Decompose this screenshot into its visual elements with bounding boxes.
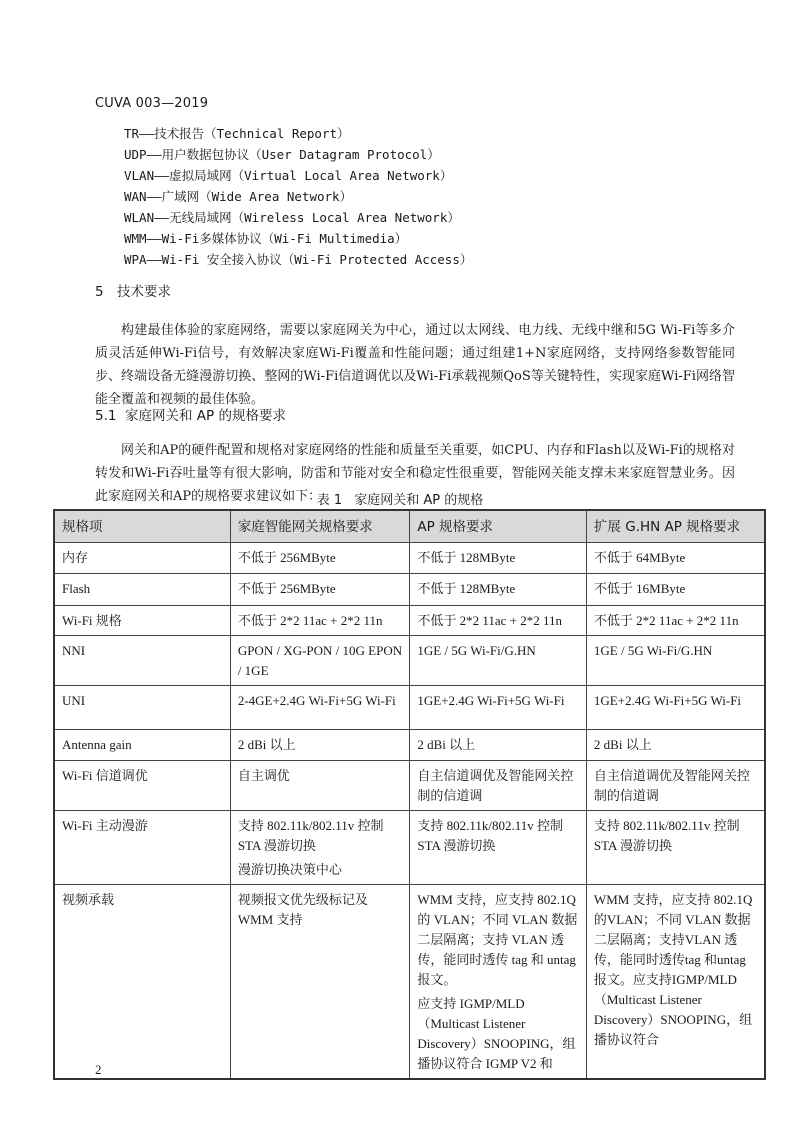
- subsection-paragraph: 网关和AP的硬件配置和规格对家庭网络的性能和质量至关重要，如CPU、内存和Flash以及Wi-Fi的规格对转发和Wi-Fi吞吐量等有很大影响，防雷和节能对安全和稳定性很重要，智能网关能支撑未来家庭智慧业务。因此家庭网关和AP的规格要求建议如下：: [95, 443, 735, 504]
- spec-ghn-cell: [586, 636, 765, 686]
- table-row: [54, 885, 765, 1080]
- table-title: 家庭网关和 AP 的规格: [354, 493, 484, 508]
- table-caption: [0, 489, 800, 508]
- spec-gateway-cell: [230, 811, 410, 885]
- abbreviation-item: WAN——广域网（Wide Area Network）: [124, 189, 353, 204]
- spec-ap-cell: [410, 606, 587, 636]
- spec-ap-cell: [410, 761, 587, 811]
- cell-text: 不低于 128MByte: [417, 550, 516, 565]
- spec-item-cell: Wi-Fi 规格: [54, 606, 230, 636]
- spec-item-cell: 视频承载: [54, 885, 230, 1080]
- cell-text: 支持 802.11k/802.11v 控制 STA 漫游切换: [593, 818, 740, 853]
- cell-text: 不低于 2*2 11ac + 2*2 11n: [237, 613, 383, 628]
- spec-ghn-cell: [586, 761, 765, 811]
- spec-gateway-cell: [230, 543, 410, 574]
- spec-gateway-cell: [230, 761, 410, 811]
- spec-item-cell: Antenna gain: [54, 730, 230, 761]
- section-paragraph: 构建最佳体验的家庭网络，需要以家庭网关为中心，通过以太网线、电力线、无线中继和5G Wi-Fi等多介质灵活延伸Wi-Fi信号，有效解决家庭Wi-Fi覆盖和性能问题；通过组建1+N家庭网络，支持网络参数智能同步、终端设备无缝漫游切换、整网的Wi-Fi信道调优以及Wi-Fi承载视频QoS等关键特性，实现家庭Wi-Fi网络智能全覆盖和视频的最佳体验。: [95, 323, 735, 407]
- page-number: 2: [95, 1062, 102, 1077]
- document-code: CUVA 003—2019: [95, 96, 209, 111]
- abbreviation-item: WMM——Wi-Fi多媒体协议（Wi-Fi Multimedia）: [124, 231, 408, 246]
- column-header: 扩展 G.HN AP 规格要求: [586, 510, 765, 543]
- spec-item-cell: NNI: [54, 636, 230, 686]
- spec-ghn-cell: [586, 730, 765, 761]
- table-row: [54, 606, 765, 636]
- subsection-number: 5.1: [95, 408, 117, 424]
- table-row: [54, 811, 765, 885]
- table-row: [54, 543, 765, 574]
- abbreviation-item: WLAN——无线局域网（Wireless Local Area Network）: [124, 210, 460, 225]
- cell-text: 漫游切换决策中心: [237, 862, 342, 877]
- cell-text: 视频报文优先级标记及 WMM 支持: [237, 892, 368, 927]
- section-title: 技术要求: [117, 284, 171, 300]
- table-number: 表 1: [316, 493, 343, 508]
- spec-table: [53, 509, 766, 1080]
- cell-text: 支持 802.11k/802.11v 控制 STA 漫游切换: [237, 818, 384, 853]
- table-row: [54, 761, 765, 811]
- spec-ap-cell: [410, 543, 587, 574]
- cell-text: 1GE+2.4G Wi-Fi+5G Wi-Fi: [593, 693, 742, 708]
- table-row: [54, 574, 765, 606]
- abbreviation-list: [124, 123, 472, 270]
- spec-ap-cell: [410, 636, 587, 686]
- table-row: [54, 730, 765, 761]
- spec-gateway-cell: [230, 606, 410, 636]
- spec-item-cell: Wi-Fi 信道调优: [54, 761, 230, 811]
- spec-gateway-cell: [230, 636, 410, 686]
- spec-ghn-cell: [586, 574, 765, 606]
- spec-ap-cell: [410, 811, 587, 885]
- spec-ghn-cell: [586, 811, 765, 885]
- spec-ap-cell: [410, 574, 587, 606]
- spec-gateway-cell: [230, 730, 410, 761]
- spec-gateway-cell: [230, 885, 410, 1080]
- cell-text: 不低于 2*2 11ac + 2*2 11n: [593, 613, 739, 628]
- abbreviation-item: WPA——Wi-Fi 安全接入协议（Wi-Fi Protected Access）: [124, 252, 473, 267]
- cell-text: 自主信道调优及智能网关控制的信道调: [593, 768, 750, 803]
- cell-text: WMM 支持，应支持 802.1Q 的VLAN；不同 VLAN 数据二层隔离；支持VLAN 透传，能同时透传tag 和untag 报文。应支持IGMP/MLD（Multicast Listener Discovery）SNOOPING，组播协议符合: [593, 892, 753, 1047]
- spec-item-cell: 内存: [54, 543, 230, 574]
- spec-gateway-cell: [230, 574, 410, 606]
- cell-text: 1GE+2.4G Wi-Fi+5G Wi-Fi: [417, 693, 565, 708]
- cell-text: 不低于 2*2 11ac + 2*2 11n: [417, 613, 563, 628]
- cell-text: WMM 支持，应支持 802.1Q 的 VLAN；不同 VLAN 数据二层隔离；支持 VLAN 透传，能同时透传 tag 和 untag 报文。: [417, 892, 578, 987]
- spec-ghn-cell: [586, 885, 765, 1080]
- cell-text: 自主信道调优及智能网关控制的信道调: [417, 768, 574, 803]
- spec-item-cell: UNI: [54, 686, 230, 730]
- spec-ghn-cell: [586, 686, 765, 730]
- spec-ap-cell: [410, 730, 587, 761]
- section-heading: [95, 280, 171, 300]
- cell-text: 不低于 256MByte: [237, 581, 336, 596]
- abbreviation-item: VLAN——虚拟局域网（Virtual Local Area Network）: [124, 168, 453, 183]
- cell-text: 2 dBi 以上: [237, 737, 296, 752]
- cell-text: 应支持 IGMP/MLD（Multicast Listener Discovery）SNOOPING，组播协议符合 IGMP V2 和: [417, 996, 576, 1071]
- cell-text: GPON / XG-PON / 10G EPON / 1GE: [237, 643, 403, 678]
- spec-gateway-cell: [230, 686, 410, 730]
- column-header: 规格项: [54, 510, 230, 543]
- subsection-heading: [95, 404, 286, 424]
- table-row: [54, 636, 765, 686]
- cell-text: 2 dBi 以上: [593, 737, 652, 752]
- spec-ghn-cell: [586, 606, 765, 636]
- table-row: [54, 686, 765, 730]
- subsection-title: 家庭网关和 AP 的规格要求: [125, 408, 286, 424]
- spec-ghn-cell: [586, 543, 765, 574]
- cell-text: 不低于 16MByte: [593, 581, 686, 596]
- cell-text: 1GE / 5G Wi-Fi/G.HN: [593, 643, 713, 658]
- cell-text: 不低于 256MByte: [237, 550, 336, 565]
- cell-text: 自主调优: [237, 768, 290, 783]
- cell-text: 1GE / 5G Wi-Fi/G.HN: [417, 643, 536, 658]
- spec-ap-cell: [410, 885, 587, 1080]
- table-header-row: [54, 510, 765, 543]
- cell-text: 2 dBi 以上: [417, 737, 476, 752]
- cell-text: 2-4GE+2.4G Wi-Fi+5G Wi-Fi: [237, 693, 396, 708]
- column-header: 家庭智能网关规格要求: [230, 510, 410, 543]
- abbreviation-item: UDP——用户数据包协议（User Datagram Protocol）: [124, 147, 440, 162]
- section-number: 5: [95, 284, 104, 300]
- abbreviation-item: TR——技术报告（Technical Report）: [124, 126, 350, 141]
- cell-text: 不低于 64MByte: [593, 550, 686, 565]
- cell-text: 支持 802.11k/802.11v 控制 STA 漫游切换: [417, 818, 564, 853]
- spec-ap-cell: [410, 686, 587, 730]
- cell-text: 不低于 128MByte: [417, 581, 516, 596]
- spec-item-cell: Flash: [54, 574, 230, 606]
- column-header: AP 规格要求: [410, 510, 587, 543]
- spec-item-cell: Wi-Fi 主动漫游: [54, 811, 230, 885]
